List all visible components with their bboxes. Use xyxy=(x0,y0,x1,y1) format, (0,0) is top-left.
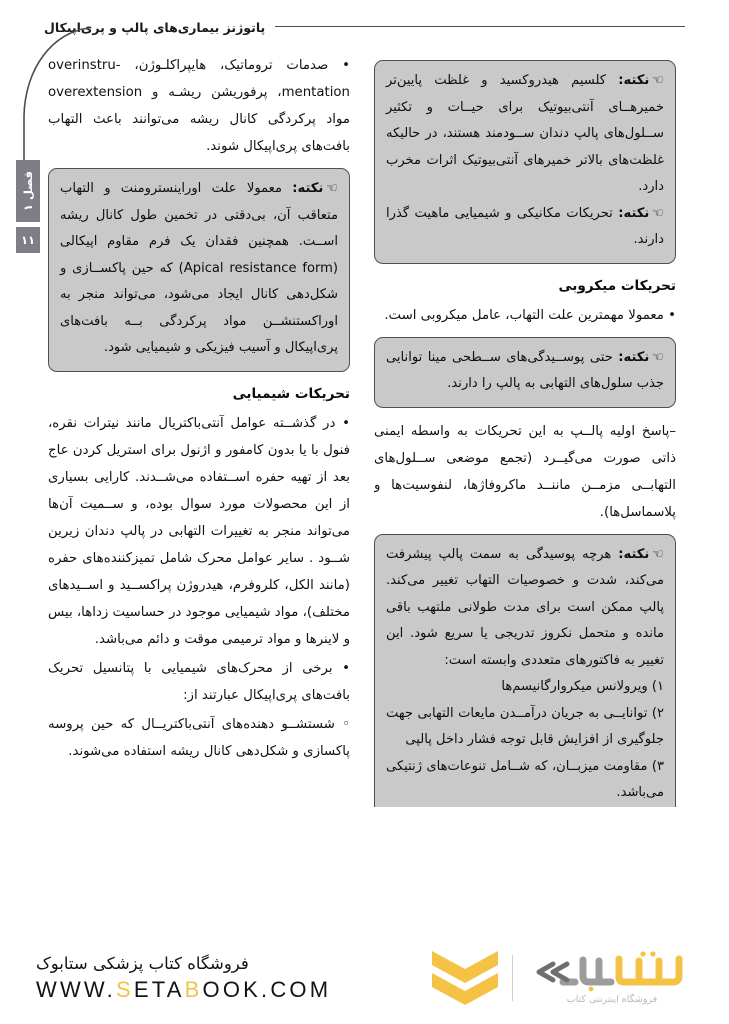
note-text-secondary xyxy=(386,201,664,254)
pointing-hand-icon: ☞ xyxy=(326,181,338,196)
page-title: پاتوژنز بیماری‌های پالپ و پری‌اپیکال xyxy=(44,19,266,35)
logo-wordmark xyxy=(523,951,701,1005)
right-column xyxy=(48,52,350,929)
store-name: فروشگاه کتاب پزشکی ستابوک xyxy=(36,953,249,973)
url-prefix: WWW. xyxy=(36,976,116,1002)
logo-divider xyxy=(512,955,513,1001)
url-letter-s: S xyxy=(116,976,134,1002)
note-body: هرچه پوسیدگی به سمت پالپ پیشرفت می‌کند، شدت و خصوصیات التهاب تغییر می‌کند. پالپ ممکن است برای مدت طولانی ملتهب باقی مانده و متحمل نکروز تدریجی یا سریع شود. این تغییر به فاکتورهای متعددی وابسته است: xyxy=(386,546,664,668)
note-body: حتی پوســیدگی‌های ســطحی مینا توانایی جذب سلول‌های التهابی به پالپ را دارند. xyxy=(386,349,664,391)
chevron-logo-icon xyxy=(428,947,502,1009)
section-heading-microbial-stimuli: تحریکات میکروبی xyxy=(558,277,676,294)
right-paragraph-1: • صدمات تروماتیک، هایپراکلـوژن، overinstru-mentation، پرفوریشن ریشـه و overextension مواد پرکردگی کانال ریشه می‌توانند باعث التهاب بافت‌های پری‌اپیکال شوند. xyxy=(48,58,350,154)
note-label: نکته: xyxy=(618,546,650,562)
note-body: تحریکات مکانیکی و شیمیایی ماهیت گذرا دارند. xyxy=(386,205,664,247)
logo-subtitle: فروشگاه اینترنتی کتاب xyxy=(566,994,658,1005)
setabook-logo xyxy=(428,947,701,1009)
url-letter-b: B xyxy=(184,976,203,1002)
note-box-right-1 xyxy=(48,168,350,372)
note-text xyxy=(386,542,664,675)
page-footer xyxy=(0,932,729,1024)
logo-persian-wordmark xyxy=(523,951,701,993)
pointing-hand-icon: ☞ xyxy=(652,205,664,221)
note-label: نکته: xyxy=(292,181,324,196)
footer-brand xyxy=(36,954,331,1003)
pointing-hand-icon: ☞ xyxy=(652,349,664,365)
note-label: نکته: xyxy=(618,349,650,365)
note-label: نکته: xyxy=(618,205,650,221)
left-paragraph-2: –پاسخ اولیه پالــپ به این تحریکات به واسطه ایمنی ذاتی صورت می‌گیــرد (تجمع موضعی ســلول‌های التهابــی مزمــن ماننــد ماکروفاژها، لنفوسیت‌ها و پلاسماسل‌ها). xyxy=(374,423,676,520)
note-body: معمولا علت اوراینسترومنت و التهاب متعاقب آن، بی‌دقتی در تخمین طول کانال ریشه اســت. همچنین فقدان یک فرم مقاوم اپیکالی (Apical resistance form) که حین پاکســازی و شکل‌دهی کانال ایجاد می‌شود، می‌تواند منجر به اوراکستنشــن مواد پرکردگی بــه بافت‌های پری‌اپیکال و آسیب فیزیکی و شیمیایی شود. xyxy=(60,181,338,355)
right-paragraph-4: ◦ شستشــو دهنده‌های آنتی‌باکتریــال که حین پروسه پاکسازی و شکل‌دهی کانال ریشه استفاده می‌شوند. xyxy=(48,716,350,759)
right-paragraph-2: • در گذشــته عوامل آنتی‌باکتریال مانند نیترات نقره، فنول با یا بدون کامفور و اژنول برای استریل کردن عاج بعد از تهیه حفره اســتفاده می‌شــدند. کارایی بسیاری از این محصولات مورد سوال بوده، و ســمیت آن‌ها می‌تواند منجر به تغییرات التهابی در پالپ دندان زیرین شــود . سایر عوامل محرک شامل تمیزکننده‌های حفره (مانند الکل، کلروفرم، هیدروژن پراکســید و اســیدهای مختلف)، مواد شیمیایی موجود در حساسیت زداها، بیس و لاینرها و مواد ترمیمی موقت و دائم می‌باشد. xyxy=(48,415,350,647)
note-body: کلسیم هیدروکسید و غلظت پایین‌تر خمیرهــای آنتی‌بیوتیک برای حیــات و تکثیر ســلول‌های پالپ دندان ســودمند هستند، در حالیکه غلظت‌های بالاتر خمیرهای آنتی‌بیوتیک اثرات مخرب دارد. xyxy=(386,73,664,194)
note-box-left-3 xyxy=(374,534,676,807)
page-header xyxy=(44,14,685,40)
note-label: نکته: xyxy=(618,73,650,88)
left-column xyxy=(374,52,676,929)
page-number-tab: ۱۱ xyxy=(16,227,40,253)
right-paragraph-3: • برخی از محرک‌های شیمیایی با پتانسیل تحریک بافت‌های پری‌اپیکال عبارتند از: xyxy=(48,660,350,703)
note-text xyxy=(386,68,664,201)
note-text xyxy=(386,345,664,398)
note-list-item-2: ۲) توانایــی به جریان درآمــدن مایعات التهابی جهت جلوگیری از افزایش قابل توجه فشار داخل پالپی xyxy=(386,705,664,747)
note-box-left-2 xyxy=(374,337,676,408)
note-box-left-1 xyxy=(374,60,676,264)
chapter-tab xyxy=(16,160,40,222)
two-column-body xyxy=(48,52,685,929)
note-text xyxy=(60,176,338,362)
note-list-item-1: ۱) ویرولانس میکروارگانیسم‌ها xyxy=(501,679,664,694)
url-suffix: OOK.COM xyxy=(202,976,332,1002)
section-heading-chemical-stimuli: تحریکات شیمیایی xyxy=(232,385,350,402)
chapter-tab-label: فصل ۱ xyxy=(20,170,35,212)
pointing-hand-icon: ☞ xyxy=(652,73,664,88)
note-list-item-3: ۳) مقاومت میزبــان، که شــامل تنوعات‌های ژنتیکی می‌باشد. xyxy=(386,758,664,800)
url-eta: ETA xyxy=(133,976,185,1002)
left-paragraph-1: • معمولا مهمترین علت التهاب، عامل میکروبی است. xyxy=(384,307,676,323)
header-rule xyxy=(275,26,685,27)
pointing-hand-icon: ☞ xyxy=(652,546,664,562)
store-url[interactable] xyxy=(36,977,331,1003)
